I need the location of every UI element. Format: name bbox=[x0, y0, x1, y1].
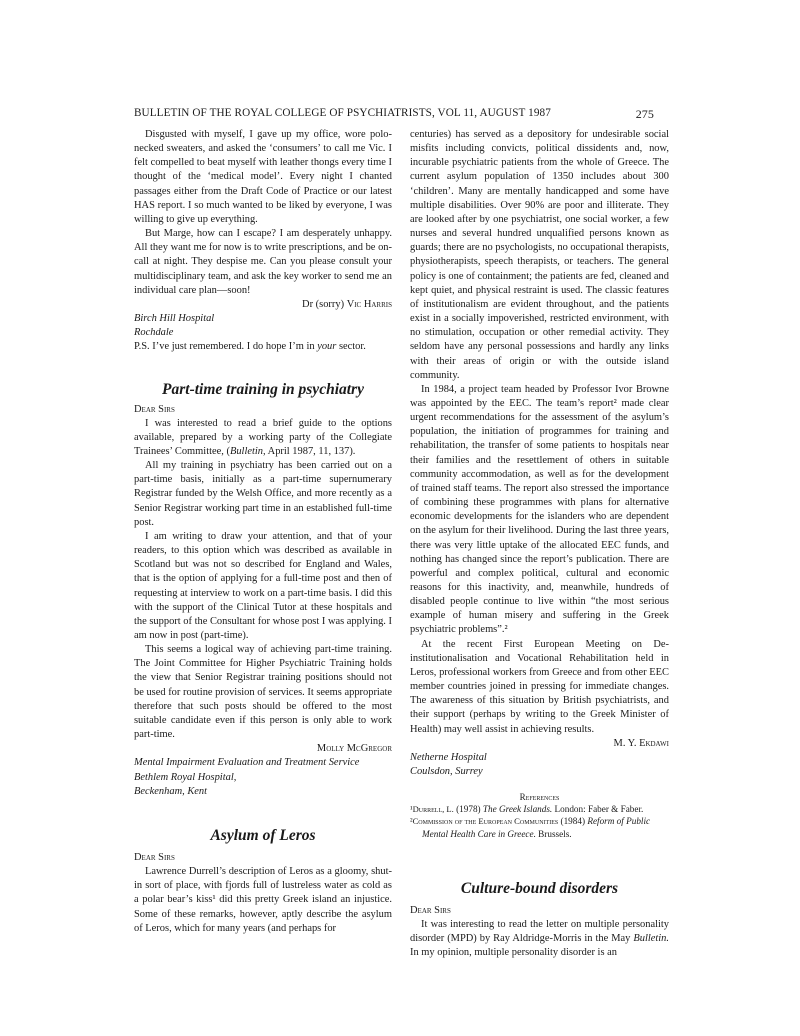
letter2-p1-italic: Bulletin, bbox=[229, 445, 266, 457]
ref1-author: ¹Durrell, L. bbox=[410, 804, 454, 815]
reference-2 bbox=[410, 815, 669, 839]
letter2-paragraph-3: I am writing to draw your attention, and that of your readers, to this option which was described as available in Scotland but was not so described for England and Wales, that is the option of applying for a full-time post and then of requesting at interview to work on a part-time basis. I did this with the support of the Clinical Tutor at these hospitals and the support of the Consultant for whose post I was applying. I am now in post (part-time). bbox=[134, 530, 393, 641]
references-heading: References bbox=[519, 792, 560, 803]
letter3-signature: M. Y. Ekdawi bbox=[613, 737, 669, 749]
ps-italic: your bbox=[317, 341, 337, 353]
letter4-p1-after: In my opinion, multiple personality disorder is an bbox=[410, 947, 617, 959]
running-title: BULLETIN OF THE ROYAL COLLEGE OF PSYCHIATRISTS, VOL 11, AUGUST 1987 bbox=[134, 107, 551, 119]
letter4-p1-italic: Bulletin. bbox=[633, 933, 670, 945]
ps-after: sector. bbox=[338, 341, 366, 353]
letter1-paragraph-2: But Marge, how can I escape? I am desperately unhappy. All they want me for now is to write prescriptions, and be on-call at night. They despise me. Can you please consult your multidisciplinary team, and ask the key worker to send me an individual care plan—soon! bbox=[134, 228, 392, 296]
letter3-salutation: Dear Sirs bbox=[134, 851, 175, 863]
ref2-publisher: Brussels. bbox=[538, 828, 572, 839]
letter1-affiliation-1: Birch Hill Hospital bbox=[134, 313, 215, 325]
letter2-affiliation-3: Beckenham, Kent bbox=[134, 785, 208, 797]
letter2-paragraph-4: This seems a logical way of achieving part-time training. The Joint Committee for Higher Psychiatric Training holds the view that Senior Registrar training positions should not be used for routine provision of services. It seems appropriate therefore that such posts should be offered to the most suitable candidate even if this person is only able to work part-time. bbox=[134, 644, 392, 741]
letter3-cont-paragraph-3: At the recent First European Meeting on De-institutionalisation and Vocational Rehabilitation held in Leros, professional workers from Greece and from other EEC member countries joined in pressing for immediate changes. The awareness of this situation by British psychiatrists, and their support (perhaps by writing to the Greek Minister of Health) may well assist in achieving results. bbox=[410, 638, 669, 735]
letter3-cont-paragraph-1: centuries) has served as a depository for undesirable social misfits including convicts, political dissidents and, now, incurable psychiatric patients from the whole of Greece. The current asylum population of 1350 includes about 300 ‘children’. Many are mentally handicapped and some have multiple disabilities. Over 90% are poor and illiterate. They are looked after by one psychiatrist, one social worker, a few nurses and several hundred unqualified persons known as guards; there are no psychologists, no occupational therapists, physiotherapists, speech therapists, or teachers. The general policy is one of containment; the patients are fed, cleaned and kept quiet, and physical restraint is used. The classic features of institutionalism are evident throughout, and the patients exist in a socially impoverished, restricted environment, with no stimulation, occupation or other remedial activity. They seldom have any personal possessions and hardly any links with their areas of origin or with the outside island community. bbox=[410, 129, 669, 381]
letter3-affiliation-2: Coulsdon, Surrey bbox=[410, 766, 483, 778]
letter2-p1-after: April 1987, 11, 137). bbox=[267, 445, 356, 457]
ref2-year: (1984) bbox=[560, 816, 586, 827]
page-number: 275 bbox=[635, 107, 654, 121]
letter4-paragraph-1 bbox=[410, 918, 669, 960]
letter1-affiliation-2: Rochdale bbox=[134, 327, 174, 339]
ref2-author: ²Commission of the European Communities bbox=[410, 816, 559, 827]
reference-1 bbox=[410, 803, 669, 815]
letter4-title: Culture-bound disorders bbox=[460, 879, 619, 897]
letter1-signature-name: Vic Harris bbox=[346, 298, 392, 310]
ps-before: P.S. I’ve just remembered. I do hope I’m in bbox=[134, 341, 315, 353]
letter2-title: Part-time training in psychiatry bbox=[162, 380, 364, 398]
letter1-postscript bbox=[134, 340, 392, 354]
letter3-cont-paragraph-2: In 1984, a project team headed by Professor Ivor Browne was appointed by the EEC. The team’s report² made clear urgent recommendations for the assessment of the asylum’s population, the initiation of programmes for training and rehabilitation, the transfer of some patients to hospitals near their families and the resettlement of others in suitable community accommodation, as well as for the development of trained staff teams. The report also stressed the importance of combining these programmes with plans for alternative economic developments for the islanders who are dependent on the asylum for their livelihood. During the last three years, there was very little uptake of the allocated EEC funds, and nothing has changed since the report’s publication. There are powerful and complex political, cultural and economic reasons for this inactivity, and, meanwhile, hundreds of disabled people continue to live within “the most serious example of human misery and suffering in the Greek psychiatric problems”.² bbox=[410, 383, 669, 636]
letter4-p1-before: It was interesting to read the letter on multiple personality disorder (MPD) by Ray Aldridge-Morris in the May bbox=[410, 918, 669, 945]
ref1-title: The Greek Islands. bbox=[482, 804, 553, 815]
letter1-paragraph-1: Disgusted with myself, I gave up my office, wore polo-necked sweaters, and asked the ‘consumers’ to call me Vic. I felt compelled to beat myself with leather thongs every time I thought of the ‘medical model’. Every night I chanted passages either from the Draft Code of Practice or our latest HAS report. I so much wanted to be liked by everyone, I was willing to give up everything. bbox=[134, 129, 392, 225]
letter2-paragraph-2: All my training in psychiatry has been carried out on a part-time basis, initially as a part-time supernumerary Registrar funded by the Welsh Office, and more recently as a Senior Registrar working part time in an established full-time post. bbox=[134, 460, 392, 528]
ref1-publisher: London: Faber & Faber. bbox=[554, 804, 644, 815]
letter2-affiliation-1: Mental Impairment Evaluation and Treatment Service bbox=[134, 757, 360, 769]
letter2-affiliation-2: Bethlem Royal Hospital, bbox=[134, 771, 237, 783]
ref2-title: Reform of Public Mental Health Care in Greece. bbox=[422, 816, 651, 839]
letter1-signature bbox=[134, 298, 392, 312]
letter2-salutation: Dear Sirs bbox=[134, 403, 175, 415]
ref1-year: (1978) bbox=[456, 804, 481, 815]
letter3-paragraph-1: Lawrence Durrell’s description of Leros as a gloomy, shut-in sort of place, with fjords full of lustreless water as cold as a polar bear’s kiss¹ did this pretty Greek island an injustice. Some of these remarks, however, aptly describe the asylum of Leros, which for many years (and perhaps for bbox=[134, 866, 392, 934]
running-header bbox=[134, 107, 654, 123]
right-column bbox=[410, 128, 669, 960]
letter3-affiliation-1: Netherne Hospital bbox=[410, 751, 487, 763]
left-column bbox=[134, 128, 392, 936]
letter2-paragraph-1 bbox=[134, 417, 392, 459]
letter2-signature: Molly McGregor bbox=[316, 743, 392, 755]
letter1-signature-prefix: Dr (sorry) bbox=[302, 298, 345, 310]
letter2-p1-before: I was interested to read a brief guide to the options available, prepared by a working party of the Collegiate Trainees’ Committee, ( bbox=[134, 417, 392, 457]
letter3-title: Asylum of Leros bbox=[210, 826, 316, 844]
letter4-salutation: Dear Sirs bbox=[410, 904, 451, 916]
